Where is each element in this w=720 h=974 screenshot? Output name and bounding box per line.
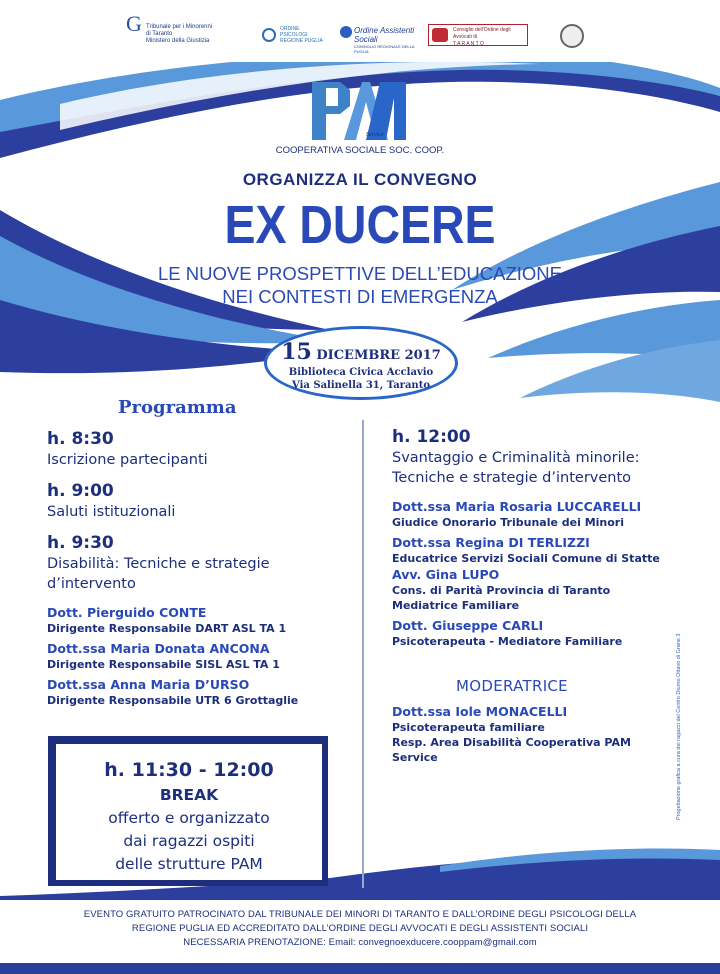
footer-line: EVENTO GRATUITO PATROCINATO DAL TRIBUNALE DEI MINORI DI TARANTO E DALL’ORDINE DEGLI PSICOLOGI DELLA <box>83 909 637 920</box>
session-time: h. 12:00 <box>392 427 471 447</box>
session-title: Iscrizione partecipanti <box>47 452 208 468</box>
speaker-role: Dirigente Responsabile UTR 6 Grottaglie <box>47 694 299 707</box>
speaker-name: Avv. Gina LUPO <box>392 567 500 582</box>
event-date <box>267 339 455 365</box>
tribunale-logo: G Tribunale per i Minorenni di Taranto Ministero della Giustizia <box>126 11 213 44</box>
break-line: dai ragazzi ospiti <box>123 832 255 850</box>
speaker-name: Dott.ssa Maria Rosaria LUCCARELLI <box>392 499 642 514</box>
subtitle-line-1: LE NUOVE PROSPETTIVE DELL’EDUCAZIONE <box>157 263 563 284</box>
speaker-role: Cons. di Parità Provincia di Taranto <box>392 584 611 597</box>
assistenti-emblem-icon <box>340 26 352 38</box>
program-right-column <box>392 426 672 765</box>
speaker-name: Dott.ssa Anna Maria D’URSO <box>47 677 250 692</box>
moderatrice-role-cont: Resp. Area Disabilità Cooperativa PAM Service <box>392 736 631 764</box>
moderatrice-heading: MODERATRICE <box>456 677 568 695</box>
session-title: Svantaggio e Criminalità minorile: <box>392 450 640 466</box>
session-time: h. 9:00 <box>47 481 114 501</box>
session-title: Disabilità: Tecniche e strategie <box>47 556 270 572</box>
cooperativa-subtitle: COOPERATIVA SOCIALE SOC. COOP. <box>275 145 445 156</box>
session-title-cont: d’intervento <box>47 576 136 592</box>
footer-line: NECESSARIA PRENOTAZIONE: Email: convegnoexducere.cooppam@gmail.com <box>183 937 537 948</box>
session-time: h. 8:30 <box>47 429 114 449</box>
event-title: EX DUCERE <box>224 195 496 255</box>
bottom-bar <box>0 963 720 974</box>
program-left-column <box>47 428 359 708</box>
moderatrice-name: Dott.ssa Iole MONACELLI <box>392 704 568 719</box>
break-label: BREAK <box>159 786 219 804</box>
event-month-year: DICEMBRE 2017 <box>316 348 441 363</box>
pam-logo-graphic <box>310 76 408 144</box>
pam-logo: Service <box>310 76 408 144</box>
programma-heading: Programma <box>118 397 237 418</box>
break-line: delle strutture PAM <box>115 855 263 873</box>
venue-address: Via Salinella 31, Taranto <box>292 380 430 391</box>
venue-name: Biblioteca Civica Acclavio <box>288 367 434 378</box>
psicologi-emblem-icon <box>262 28 276 42</box>
avvocati-emblem-icon <box>432 28 448 42</box>
partner-logos <box>0 0 720 62</box>
moderatrice-role: Psicoterapeuta familiare <box>392 721 545 734</box>
column-divider <box>362 420 364 888</box>
date-badge <box>264 326 458 400</box>
speaker-name: Dott.ssa Maria Donata ANCONA <box>47 641 270 656</box>
break-description <box>56 784 322 876</box>
session-time: h. 9:30 <box>47 533 114 553</box>
tribunale-emblem-icon: G <box>126 11 142 36</box>
speaker-role: Dirigente Responsabile DART ASL TA 1 <box>47 622 287 635</box>
break-time: h. 11:30 - 12:00 <box>104 759 274 781</box>
event-day: 15 <box>281 339 312 365</box>
event-subtitle <box>0 262 720 308</box>
footer-note <box>0 908 720 950</box>
graphic-credit: Progettazione grafica a cura dei ragazzi del Centro Diurno Ottavo di Grane 3 <box>676 633 682 820</box>
footer-line: REGIONE PUGLIA ED ACCREDITATO DALL’ORDINE DEGLI AVVOCATI E DEGLI ASSISTENTI SOCIALI <box>131 923 589 934</box>
speaker-role: Giudice Onorario Tribunale dei Minori <box>392 516 624 529</box>
seal-icon <box>560 24 584 48</box>
speaker-role: Dirigente Responsabile SISL ASL TA 1 <box>47 658 280 671</box>
speaker-role: Educatrice Servizi Sociali Comune di Statte <box>392 552 660 565</box>
subtitle-line-2: NEI CONTESTI DI EMERGENZA <box>222 286 498 307</box>
speaker-name: Dott.ssa Regina DI TERLIZZI <box>392 535 590 550</box>
speaker-name: Dott. Giuseppe CARLI <box>392 618 544 633</box>
speaker-role: Psicoterapeuta - Mediatore Familiare <box>392 635 623 648</box>
break-box <box>54 742 324 882</box>
break-line: offerto e organizzato <box>108 809 270 827</box>
ordine-psicologi-logo: ORDINE PSICOLOGI REGIONE PUGLIA <box>262 26 324 44</box>
speaker-role-cont: Mediatrice Familiare <box>392 599 520 612</box>
session-title: Saluti istituzionali <box>47 504 176 520</box>
session-title-cont: Tecniche e strategie d’intervento <box>392 470 632 486</box>
speaker-name: Dott. Pierguido CONTE <box>47 605 207 620</box>
ordine-avvocati-logo: Consiglio dell'Ordine degli Avvocati di T A R A N T O <box>428 24 528 46</box>
organizza-heading: ORGANIZZA IL CONVEGNO <box>242 170 478 189</box>
ordine-assistenti-sociali-logo: Ordine Assistenti Sociali CONSIGLIO REGIONALE DELLA PUGLIA <box>340 26 420 54</box>
event-venue <box>267 366 455 392</box>
